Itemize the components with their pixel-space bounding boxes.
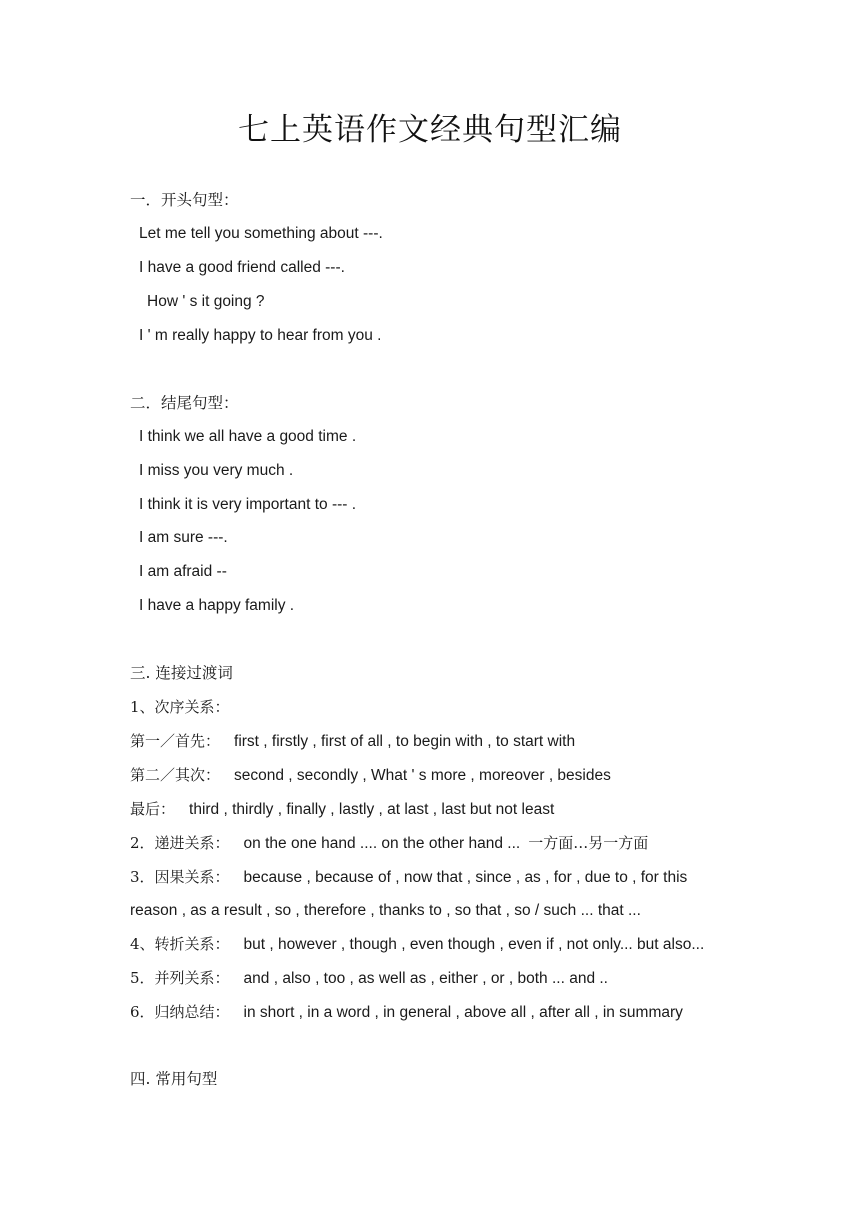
document-title: 七上英语作文经典句型汇编	[238, 112, 622, 148]
summary-relation-en: in short , in a word , in general , above all , after all , in summary	[243, 1004, 683, 1021]
coordinate-relation-row	[130, 967, 608, 990]
sequence-second-row	[130, 764, 611, 787]
section1-line-1: Let me tell you something about ---.	[139, 225, 383, 242]
section1-line-3: How ' s it going ?	[147, 293, 265, 310]
section2-line-4: I am sure ---.	[139, 529, 228, 546]
sequence-first-row	[130, 730, 575, 753]
sequence-last-en: third , thirdly , finally , lastly , at last , last but not least	[189, 801, 555, 818]
coordinate-relation-cn: 5．并列关系：	[130, 969, 230, 987]
coordinate-relation-en: and , also , too , as well as , either , or , both ... and ..	[243, 970, 608, 987]
progressive-relation-en: on the one hand .... on the other hand ...	[243, 835, 521, 852]
section2-line-2: I miss you very much .	[139, 462, 294, 479]
section1-heading: 一．开头句型：	[130, 191, 239, 209]
sequence-last-cn: 最后：	[130, 800, 176, 818]
causal-relation-row	[130, 866, 687, 889]
section2-heading: 二．结尾句型：	[130, 394, 239, 412]
sequence-second-cn: 第二／其次：	[130, 766, 221, 784]
contrast-relation-row	[130, 933, 704, 956]
sequence-first-cn: 第一／首先：	[130, 732, 221, 750]
progressive-relation-row	[130, 832, 648, 855]
causal-relation-continuation: reason , as a result , so , therefore , thanks to , so that , so / such ... that ...	[130, 902, 641, 919]
sequence-last-row	[130, 798, 554, 821]
section1-line-4: I ' m really happy to hear from you .	[139, 327, 382, 344]
contrast-relation-cn: 4、转折关系：	[130, 935, 230, 953]
sequence-first-en: first , firstly , first of all , to begin with , to start with	[234, 733, 576, 750]
section2-line-6: I have a happy family .	[139, 597, 295, 614]
summary-relation-cn: 6．归纳总结：	[130, 1003, 230, 1021]
progressive-relation-cn: 2．递进关系：	[130, 834, 230, 852]
section2-line-5: I am afraid --	[139, 563, 227, 580]
causal-relation-en: because , because of , now that , since , as , for , due to , for this	[243, 869, 688, 886]
section2-line-3: I think it is very important to --- .	[139, 496, 357, 513]
summary-relation-row	[130, 1001, 683, 1024]
section3-heading: 三. 连接过渡词	[130, 664, 233, 682]
contrast-relation-en: but , however , though , even though , even if , not only... but also...	[243, 936, 705, 953]
section4-heading: 四. 常用句型	[130, 1070, 218, 1088]
sequence-second-en: second , secondly , What ' s more , moreover , besides	[234, 767, 611, 784]
sequence-relation-label: 1、次序关系：	[130, 698, 230, 716]
section2-line-1: I think we all have a good time .	[139, 428, 357, 445]
section1-line-2: I have a good friend called ---.	[139, 259, 345, 276]
causal-relation-cn: 3．因果关系：	[130, 868, 230, 886]
progressive-relation-cn2: 一方面…另一方面	[528, 834, 649, 852]
